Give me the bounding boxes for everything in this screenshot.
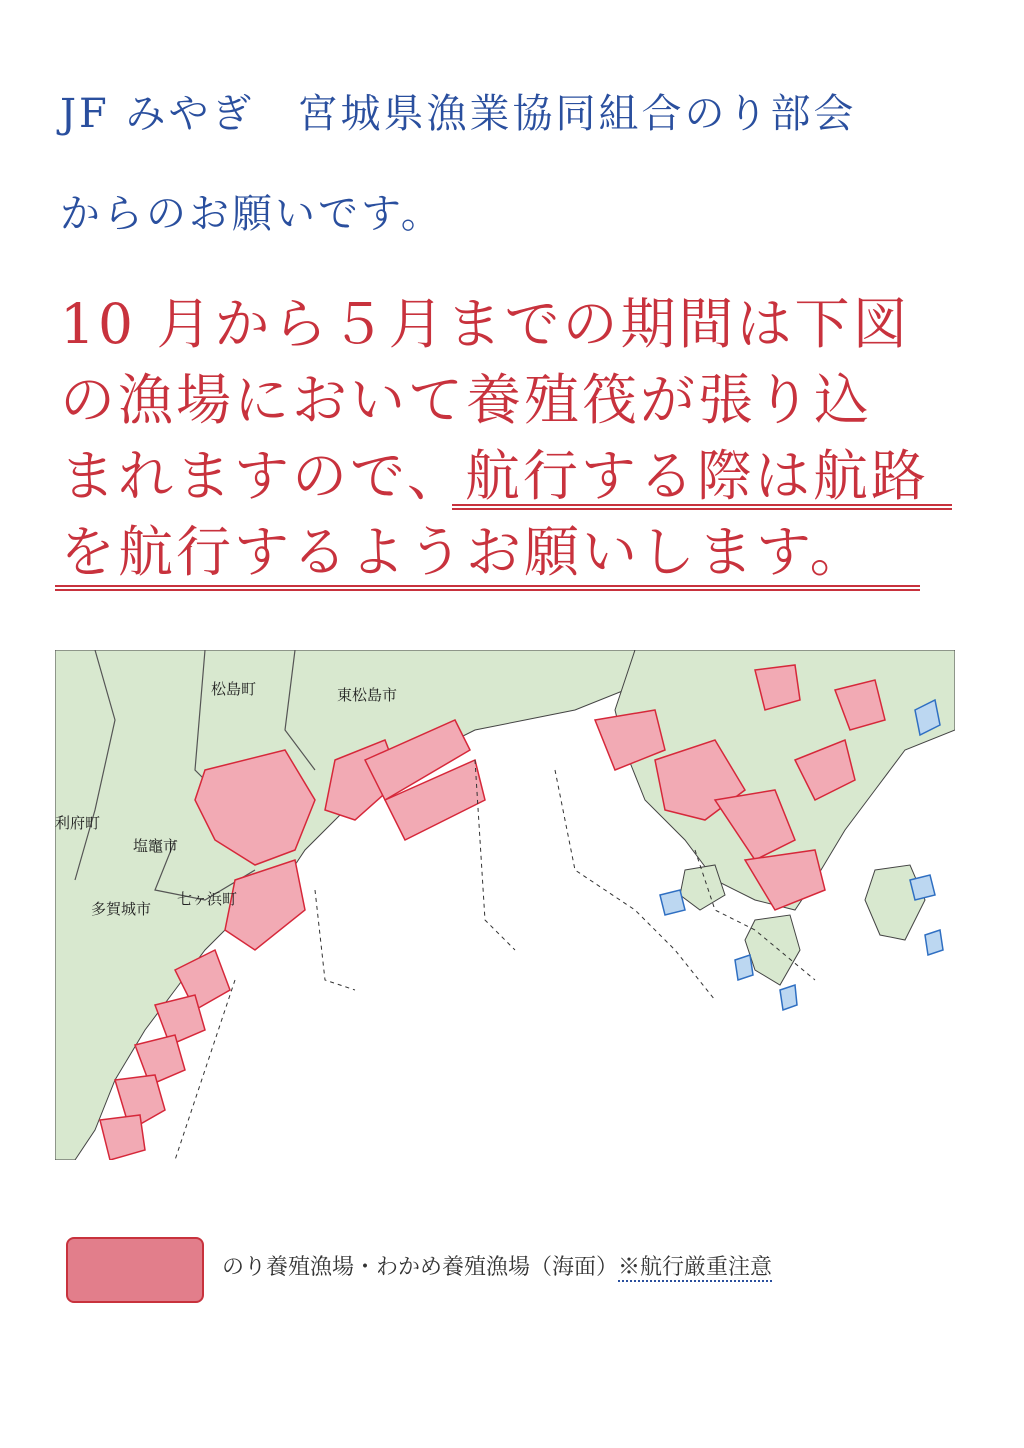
label-shichigahama: 七ヶ浜町: [177, 890, 238, 908]
double-underline-1: [452, 504, 952, 510]
header-line-1: JF みやぎ 宮城県漁業協同組合のり部会: [60, 91, 857, 137]
label-shiogama: 塩竈市: [133, 837, 179, 855]
label-matsushima: 松島町: [211, 680, 257, 698]
double-underline-2: [55, 585, 920, 591]
label-higashimatsushima: 東松島市: [337, 686, 398, 704]
legend-label: [222, 1250, 772, 1281]
notice-row-3: [60, 438, 980, 514]
label-rifu: 利府町: [55, 814, 101, 832]
notice-text: [60, 286, 980, 590]
notice-row-3b: 航行する際は航路: [464, 444, 929, 508]
legend-text: のり養殖漁場・わかめ養殖漁場（海面）: [222, 1255, 619, 1280]
notice-row-2: の漁場において養殖筏が張り込: [60, 368, 873, 432]
fishing-ground-map: [55, 650, 955, 1160]
header-line-2: からのお願いです。: [60, 191, 444, 237]
notice-row-4: を航行するようお願いします。: [60, 520, 868, 584]
notice-row-3a: まれますので、: [60, 444, 465, 508]
label-tagajo: 多賀城市: [91, 900, 152, 918]
legend-warning: ※航行厳重注意: [618, 1255, 773, 1280]
notice-row-1: 10 月から５月までの期間は下図: [60, 292, 911, 356]
legend-swatch: [66, 1237, 204, 1303]
